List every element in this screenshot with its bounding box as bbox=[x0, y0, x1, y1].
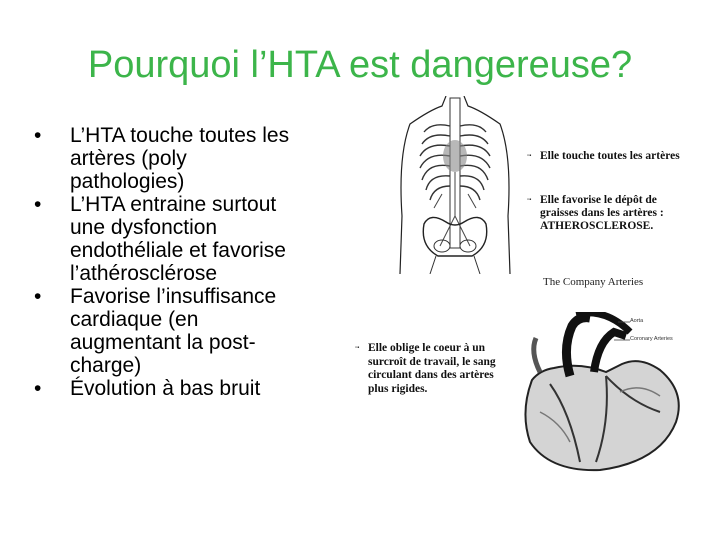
company-arteries-label: The Company Arteries bbox=[543, 276, 644, 288]
caption-atherosclerosis-text: Elle favorise le dépôt de graisses dans les artères : bbox=[540, 194, 664, 219]
caption-heart-workload: Elle oblige le coeur à un surcroît de travail, le sang circulant dans des artères plus rigides. bbox=[368, 342, 496, 395]
bullet-glyph: • bbox=[34, 285, 42, 308]
bullet-item bbox=[30, 377, 300, 400]
caption-marker-icon: ▫▪ bbox=[355, 345, 360, 351]
bullet-text: Favorise l’insuffisance cardiaque (en augmentant la post-charge) bbox=[70, 285, 277, 377]
caption-marker-icon: ▫▪ bbox=[527, 197, 532, 203]
bullet-list bbox=[30, 124, 300, 400]
caption-marker-icon: ▫▪ bbox=[527, 153, 532, 159]
heart-label-aorta: Aorta bbox=[630, 318, 644, 324]
bullet-item bbox=[30, 193, 300, 285]
slide-title: Pourquoi l’HTA est dangereuse? bbox=[87, 44, 633, 86]
bullet-glyph: • bbox=[34, 124, 42, 147]
bullet-item bbox=[30, 285, 300, 377]
torso-skeleton-illustration bbox=[380, 96, 530, 274]
bullet-glyph: • bbox=[34, 193, 42, 216]
caption-arteries: Elle touche toutes les artères bbox=[540, 150, 680, 162]
caption-atherosclerosis bbox=[540, 194, 690, 233]
bullet-item bbox=[30, 124, 300, 193]
caption-atherosclerosis-emphasis: ATHEROSCLEROSE. bbox=[540, 220, 654, 232]
bullet-text: L’HTA touche toutes les artères (poly pathologies) bbox=[70, 124, 290, 193]
bullet-text: Évolution à bas bruit bbox=[70, 377, 261, 400]
heart-label-coronary: Coronary Arteries bbox=[630, 336, 673, 342]
bullet-text: L’HTA entraine surtout une dysfonction endothéliale et favorise l’athérosclérose bbox=[70, 193, 286, 285]
bullet-glyph: • bbox=[34, 377, 42, 400]
